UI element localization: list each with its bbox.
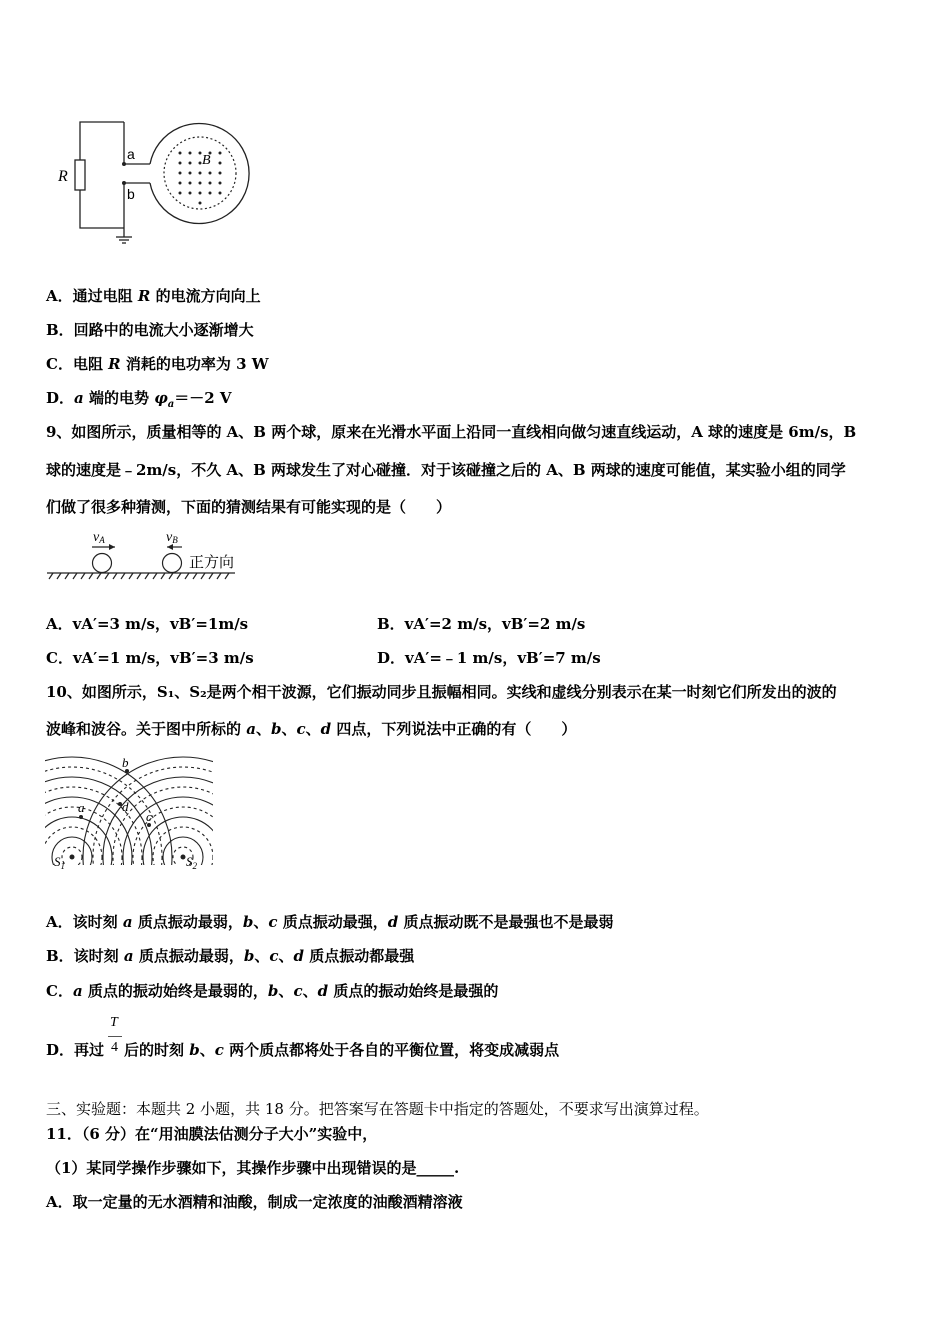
svg-text:S2: $S_2$ bbox=[186, 854, 197, 871]
q9-option-b: B．vA′=2 m/s，vB′=2 m/s bbox=[377, 615, 586, 633]
fraction-numerator: T bbox=[110, 1015, 118, 1030]
q9-line-3: 们做了很多种猜测，下面的猜测结果有可能实现的是（ ） bbox=[46, 498, 452, 516]
svg-text:a: a bbox=[127, 146, 135, 162]
svg-text:b: b bbox=[127, 186, 135, 202]
q8-option-b: B．回路中的电流大小逐渐增大 bbox=[46, 321, 254, 339]
q9-line-2: 球的速度是﹣2m/s，不久 A、B 两球发生了对心碰撞．对于该碰撞之后的 A、B 两球的速度可能值，某实验小组的同学 bbox=[46, 461, 846, 479]
interference-figure bbox=[45, 745, 215, 880]
q10-line-2: 波峰和波谷。关于图中所标的 a、b、c、d 四点，下列说法中正确的有（ ） bbox=[46, 720, 577, 738]
section-3-heading: 三、实验题：本题共 2 小题，共 18 分。把答案写在答题卡中指定的答题处，不要求写出演算过程。 bbox=[46, 1100, 709, 1118]
q9-option-a: A．vA′=3 m/s，vB′=1m/s bbox=[46, 615, 249, 633]
q10-option-b: B．该时刻 a 质点振动最弱，b、c、d 质点振动都最强 bbox=[46, 947, 415, 965]
svg-text:vB: vB bbox=[166, 530, 178, 545]
q10-option-c: C．a 质点的振动始终是最弱的，b、c、d 质点的振动始终是最强的 bbox=[46, 982, 499, 1000]
svg-text:R: R bbox=[58, 168, 68, 185]
q11-sub-1: （1）某同学操作步骤如下，其操作步骤中出现错误的是_____. bbox=[46, 1159, 460, 1177]
q11-option-a: A．取一定量的无水酒精和油酸，制成一定浓度的油酸酒精溶液 bbox=[46, 1193, 463, 1211]
svg-text:vA: vA bbox=[93, 530, 105, 545]
q8-option-c: C．电阻 R 消耗的电功率为 3 W bbox=[46, 355, 269, 373]
q8-option-a: A．通过电阻 R 的电流方向向上 bbox=[46, 287, 261, 305]
svg-text:B: B bbox=[202, 153, 211, 168]
q9-option-d: D．vA′=﹣1 m/s，vB′=7 m/s bbox=[377, 649, 601, 667]
svg-text:d: d bbox=[122, 799, 129, 814]
q9-line-1: 9、如图所示，质量相等的 A、B 两个球，原来在光滑水平面上沿同一直线相向做匀速直线运动，A 球的速度是 6m/s，B bbox=[46, 423, 857, 441]
svg-text:b: b bbox=[122, 755, 129, 770]
balls-figure bbox=[45, 525, 255, 585]
q9-option-c: C．vA′=1 m/s，vB′=3 m/s bbox=[46, 649, 254, 667]
fraction-denominator: 4 bbox=[111, 1040, 118, 1055]
svg-text:正方向: 正方向 bbox=[189, 553, 235, 571]
q10-option-a: A．该时刻 a 质点振动最弱，b、c 质点振动最强，d 质点振动既不是最强也不是最弱 bbox=[46, 913, 614, 931]
circuit-figure bbox=[50, 115, 260, 250]
q8-option-d: D．a 端的电势 $\varphi_a=-2$ V bbox=[46, 389, 232, 410]
q10-option-d: 后的时刻 b、c 两个质点都将处于各自的平衡位置，将变成减弱点 bbox=[124, 1041, 560, 1059]
q10-line-1: 10、如图所示，S₁、S₂是两个相干波源，它们振动同步且振幅相同。实线和虚线分别表示在某一时刻它们所发出的波的 bbox=[46, 683, 837, 701]
svg-text:S1: $S_1$ bbox=[54, 854, 65, 871]
svg-text:a: a bbox=[78, 800, 85, 815]
q11-title: 11．（6 分）在“用油膜法估测分子大小”实验中， bbox=[46, 1125, 378, 1143]
q10-option-d-prefix: D．再过 bbox=[46, 1041, 105, 1059]
svg-text:c: c bbox=[146, 809, 152, 824]
fraction-bar bbox=[108, 1036, 122, 1037]
